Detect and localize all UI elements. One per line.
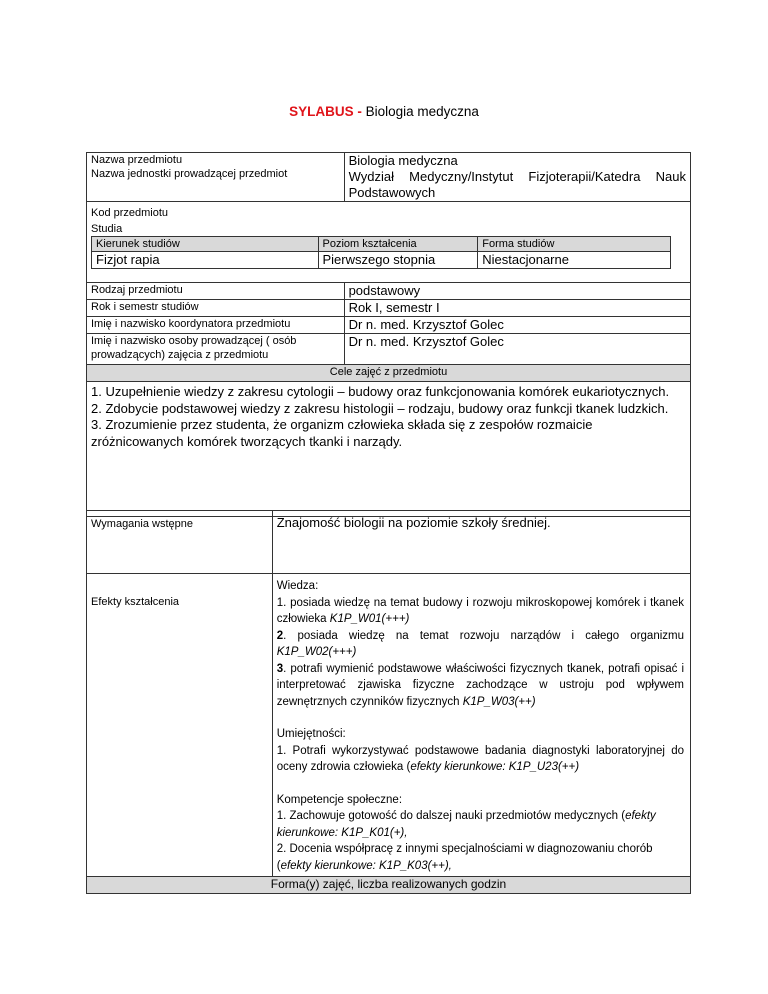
w3-code: K1P_W03(++) bbox=[462, 695, 536, 708]
efekty-label-cell bbox=[87, 574, 273, 877]
prowadzacy-value: Dr n. med. Krzysztof Golec bbox=[344, 334, 690, 365]
cele-content bbox=[87, 382, 691, 517]
umiejetnosci-item-1 bbox=[277, 743, 684, 776]
forma-value: Niestacjonarne bbox=[478, 252, 671, 269]
kod-studia-cell bbox=[87, 202, 691, 283]
kierunek-value: Fizjot rapia bbox=[92, 252, 319, 269]
document-title bbox=[0, 104, 768, 119]
nazwa-value-cell bbox=[344, 153, 690, 202]
rok-value: Rok I, semestr I bbox=[344, 300, 690, 317]
koordynator-label: Imię i nazwisko koordynatora przedmiotu bbox=[87, 317, 345, 334]
wiedza-item-1 bbox=[277, 595, 684, 628]
w3-text: . potrafi wymienić podstawowe właściwości fizycznych tkanek, potrafi opisać i interpretować zjawiska fizyczne zachodzące w ustroju pod wpływem zewnętrznych czynników fizycznych bbox=[276, 662, 684, 708]
u1-text: 1. Potrafi wykorzystywać podstawowe badania diagnostyki laboratoryjnej do oceny zdrowia człowieka ( bbox=[276, 744, 684, 773]
forma-label: Forma studiów bbox=[478, 237, 671, 252]
u1-code: efekty kierunkowe: K1P_U23(++) bbox=[410, 761, 580, 773]
forma-heading: Forma(y) zajęć, liczba realizowanych godzin bbox=[87, 877, 691, 894]
k1-code: efekty kierunkowe: K1P_K01(+), bbox=[276, 810, 656, 839]
w1-text: 1. posiada wiedzę na temat budowy i rozwoju mikroskopowej komórek i tkanek człowieka bbox=[276, 596, 684, 625]
cele-heading: Cele zajęć z przedmiotu bbox=[87, 365, 691, 382]
info-table bbox=[86, 152, 691, 517]
k2-text: 2. Docenia współpracę z innymi specjalnościami w diagnozowaniu chorób ( bbox=[276, 843, 653, 872]
w1-code: K1P_W01(+++) bbox=[329, 613, 410, 625]
prowadzacy-label: Imię i nazwisko osoby prowadzącej ( osób prowadzących) zajęcia z przedmiotu bbox=[87, 334, 345, 365]
poziom-value: Pierwszego stopnia bbox=[318, 252, 478, 269]
w2-text: . posiada wiedzę na temat rozwoju narządów i całego organizmu bbox=[283, 629, 684, 642]
w2-code: K1P_W02(+++) bbox=[276, 646, 357, 658]
k1-text: 1. Zachowuje gotowość do dalszej nauki przedmiotów medycznych ( bbox=[276, 810, 626, 822]
efekty-label: Efekty kształcenia bbox=[91, 596, 180, 608]
title-subject: Biologia medyczna bbox=[365, 104, 479, 119]
rodzaj-value: podstawowy bbox=[344, 283, 690, 300]
kod-label: Kod przedmiotu bbox=[91, 207, 169, 219]
nazwa-value: Biologia medyczna bbox=[348, 153, 458, 168]
wiedza-item-2 bbox=[277, 628, 684, 661]
wymagania-label: Wymagania wstępne bbox=[87, 511, 273, 574]
rodzaj-label: Rodzaj przedmiotu bbox=[87, 283, 345, 300]
poziom-label: Poziom kształcenia bbox=[318, 237, 478, 252]
k2-code: efekty kierunkowe: K1P_K03(++), bbox=[280, 859, 452, 872]
efekty-content bbox=[272, 574, 690, 877]
wiedza-item-3 bbox=[277, 661, 684, 711]
efekty-table bbox=[86, 510, 691, 894]
jednostka-value: Wydział Medyczny/Instytut Fizjoterapii/Katedra Nauk Podstawowych bbox=[348, 169, 686, 200]
nazwa-label-cell bbox=[87, 153, 345, 202]
title-prefix: SYLABUS - bbox=[289, 104, 366, 119]
studia-label: Studia bbox=[91, 223, 123, 235]
nazwa-label: Nazwa przedmiotu bbox=[91, 154, 183, 166]
wiedza-heading: Wiedza: bbox=[276, 580, 319, 592]
wymagania-value: Znajomość biologii na poziomie szkoły średniej. bbox=[272, 511, 690, 574]
w2-num: 2 bbox=[276, 629, 284, 642]
cele-item-2: 2. Zdobycie podstawowej wiedzy z zakresu histologii – rodzaju, budowy oraz funkcji tkanek ludzkich. bbox=[91, 400, 669, 416]
koordynator-value: Dr n. med. Krzysztof Golec bbox=[344, 317, 690, 334]
cele-item-3: 3. Zrozumienie przez studenta, że organizm człowieka składa się z zespołów rozmaicie zróżnicowanych komórek tworzących tkanki i narządy. bbox=[91, 417, 593, 449]
studia-subtable bbox=[91, 236, 671, 269]
jednostka-label: Nazwa jednostki prowadzącej przedmiot bbox=[91, 168, 288, 180]
kompetencje-item-2 bbox=[277, 841, 684, 874]
kompetencje-item-1 bbox=[277, 808, 684, 841]
kompetencje-heading: Kompetencje społeczne: bbox=[276, 793, 403, 806]
kierunek-label: Kierunek studiów bbox=[92, 237, 319, 252]
w3-num: 3 bbox=[276, 662, 284, 675]
umiejetnosci-heading: Umiejętności: bbox=[276, 728, 346, 740]
cele-item-1: 1. Uzupełnienie wiedzy z zakresu cytologii – budowy oraz funkcjonowania komórek eukariotycznych. bbox=[91, 384, 670, 399]
rok-label: Rok i semestr studiów bbox=[87, 300, 345, 317]
